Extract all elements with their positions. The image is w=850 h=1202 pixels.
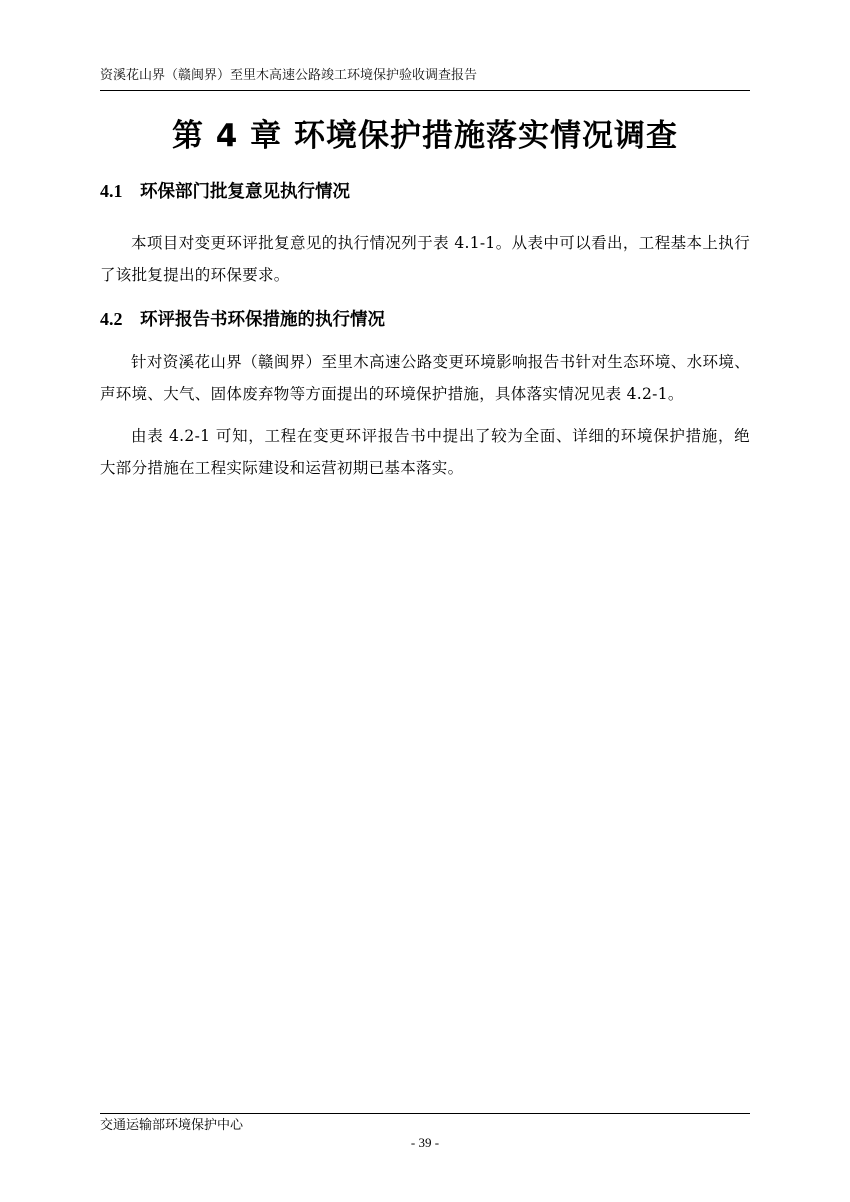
section-heading-4-2 (100, 305, 750, 334)
footer-organization: 交通运输部环境保护中心 (100, 1118, 244, 1133)
paragraph-4-2-2: 由表 4.2-1 可知，工程在变更环评报告书中提出了较为全面、详细的环境保护措施，绝大部分措施在工程实际建设和运营初期已基本落实。 (100, 427, 750, 477)
section-title: 环评报告书环保措施的执行情况 (140, 310, 385, 330)
page-footer (100, 1113, 750, 1174)
section-heading-4-1 (100, 177, 750, 206)
paragraph-4-1-1: 本项目对变更环评批复意见的执行情况列于表 4.1-1。从表中可以看出，工程基本上执行了该批复提出的环保要求。 (100, 234, 750, 284)
paragraph-4-2-1: 针对资溪花山界（赣闽界）至里木高速公路变更环境影响报告书针对生态环境、水环境、声环境、大气、固体废弃物等方面提出的环境保护措施，具体落实情况见表 4.2-1。 (100, 353, 750, 403)
section-title: 环保部门批复意见执行情况 (140, 182, 350, 202)
page-number: - 39 - (410, 1135, 440, 1150)
section-number: 4.2 (100, 309, 123, 329)
page-header (100, 66, 750, 91)
chapter-title: 第 4 章 环境保护措施落实情况调查 (172, 118, 678, 154)
section-number: 4.1 (100, 181, 123, 201)
header-title: 资溪花山界（赣闽界）至里木高速公路竣工环境保护验收调查报告 (100, 68, 478, 83)
